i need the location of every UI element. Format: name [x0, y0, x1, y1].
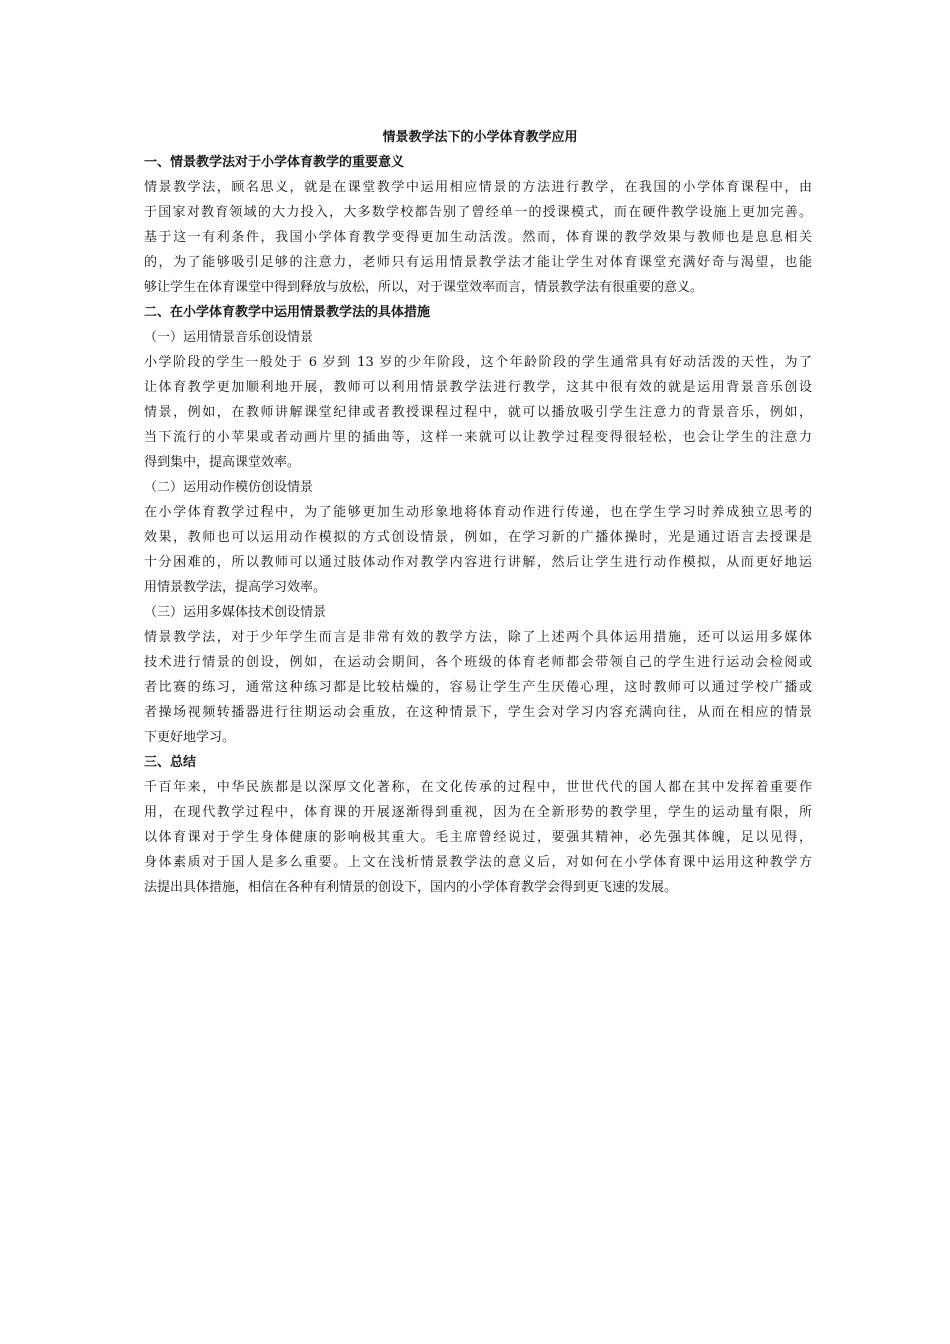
paragraph-line: 当下流行的小苹果或者动画片里的插曲等，这样一来就可以让教学过程变得很轻松，也会让学生的注意力: [144, 430, 812, 445]
document-page: [144, 125, 812, 900]
paragraph-line: 下更好地学习。: [144, 730, 236, 745]
paragraph-line: 十分困难的，所以教师可以通过肢体动作对教学内容进行讲解，然后让学生进行动作模拟，从而更好地运: [144, 555, 812, 570]
subsection-3-paragraph: [144, 625, 812, 750]
paragraph-line: 小学阶段的学生一般处于 6 岁到 13 岁的少年阶段，这个年龄阶段的学生通常具有好动活泼的天性，为了: [144, 355, 812, 370]
paragraph-line: 让体育教学更加顺利地开展，教师可以利用情景教学法进行教学，这其中很有效的就是运用背景音乐创设: [144, 380, 812, 395]
paragraph-line: 基于这一有利条件，我国小学体育教学变得更加生动活泼。然而，体育课的教学效果与教师也是息息相关: [144, 230, 812, 245]
paragraph-line: 的，为了能够吸引足够的注意力，老师只有运用情景教学法才能让学生对体育课堂充满好奇与渴望，也能: [144, 255, 812, 270]
paragraph-line: 用，在现代教学过程中，体育课的开展逐渐得到重视，因为在全新形势的教学里，学生的运动量有限，所: [144, 805, 812, 820]
section-heading-1: 一、情景教学法对于小学体育教学的重要意义: [144, 155, 405, 170]
paragraph-line: 技术进行情景的创设，例如，在运动会期间，各个班级的体育老师都会带领自己的学生进行运动会检阅或: [144, 655, 812, 670]
paragraph-line: 法提出具体措施，相信在各种有利情景的创设下，国内的小学体育教学会得到更飞速的发展。: [144, 880, 678, 895]
subsection-heading-1: （一）运用情景音乐创设情景: [144, 330, 314, 345]
paragraph-line: 够让学生在体育课堂中得到释放与放松，所以，对于课堂效率而言，情景教学法有很重要的意义。: [144, 280, 704, 295]
section-1-paragraph: [144, 175, 812, 300]
paragraph-line: 千百年来，中华民族都是以深厚文化著称，在文化传承的过程中，世世代代的国人都在其中发挥着重要作: [144, 780, 812, 795]
subsection-1-paragraph: [144, 350, 812, 475]
subsection-heading-2: （二）运用动作模仿创设情景: [144, 480, 314, 495]
section-heading-2: 二、在小学体育教学中运用情景教学法的具体措施: [144, 305, 431, 320]
subsection-2-paragraph: [144, 500, 812, 600]
paragraph-line: 效果，教师也可以运用动作模拟的方式创设情景，例如，在学习新的广播体操时，光是通过语言去授课是: [144, 530, 812, 545]
paragraph-line: 用情景教学法，提高学习效率。: [144, 580, 327, 595]
section-3-paragraph: [144, 775, 812, 900]
document-title: 情景教学法下的小学体育教学应用: [382, 130, 578, 145]
paragraph-line: 者比赛的练习，通常这种练习都是比较枯燥的，容易让学生产生厌倦心理，这时教师可以通过学校广播或: [144, 680, 812, 695]
paragraph-line: 以体育课对于学生身体健康的影响极其重大。毛主席曾经说过，要强其精神，必先强其体魄，足以见得，: [144, 830, 812, 845]
section-heading-3: 三、总结: [144, 755, 197, 770]
paragraph-line: 在小学体育教学过程中，为了能够更加生动形象地将体育动作进行传递，也在学生学习时养成独立思考的: [144, 505, 812, 520]
paragraph-line: 情景教学法，对于少年学生而言是非常有效的教学方法，除了上述两个具体运用措施，还可以运用多媒体: [144, 630, 812, 645]
paragraph-line: 情景教学法，顾名思义，就是在课堂教学中运用相应情景的方法进行教学，在我国的小学体育课程中，由: [144, 180, 812, 195]
paragraph-line: 者操场视频转播器进行往期运动会重放，在这种情景下，学生会对学习内容充满向往，从而在相应的情景: [144, 705, 812, 720]
paragraph-line: 于国家对教育领域的大力投入，大多数学校都告别了曾经单一的授课模式，而在硬件教学设施上更加完善。: [144, 205, 812, 220]
paragraph-line: 情景，例如，在教师讲解课堂纪律或者教授课程过程中，就可以播放吸引学生注意力的背景音乐，例如，: [144, 405, 812, 420]
subsection-heading-3: （三）运用多媒体技术创设情景: [144, 605, 327, 620]
paragraph-line: 得到集中，提高课堂效率。: [144, 455, 301, 470]
paragraph-line: 身体素质对于国人是多么重要。上文在浅析情景教学法的意义后，对如何在小学体育课中运用这种教学方: [144, 855, 812, 870]
